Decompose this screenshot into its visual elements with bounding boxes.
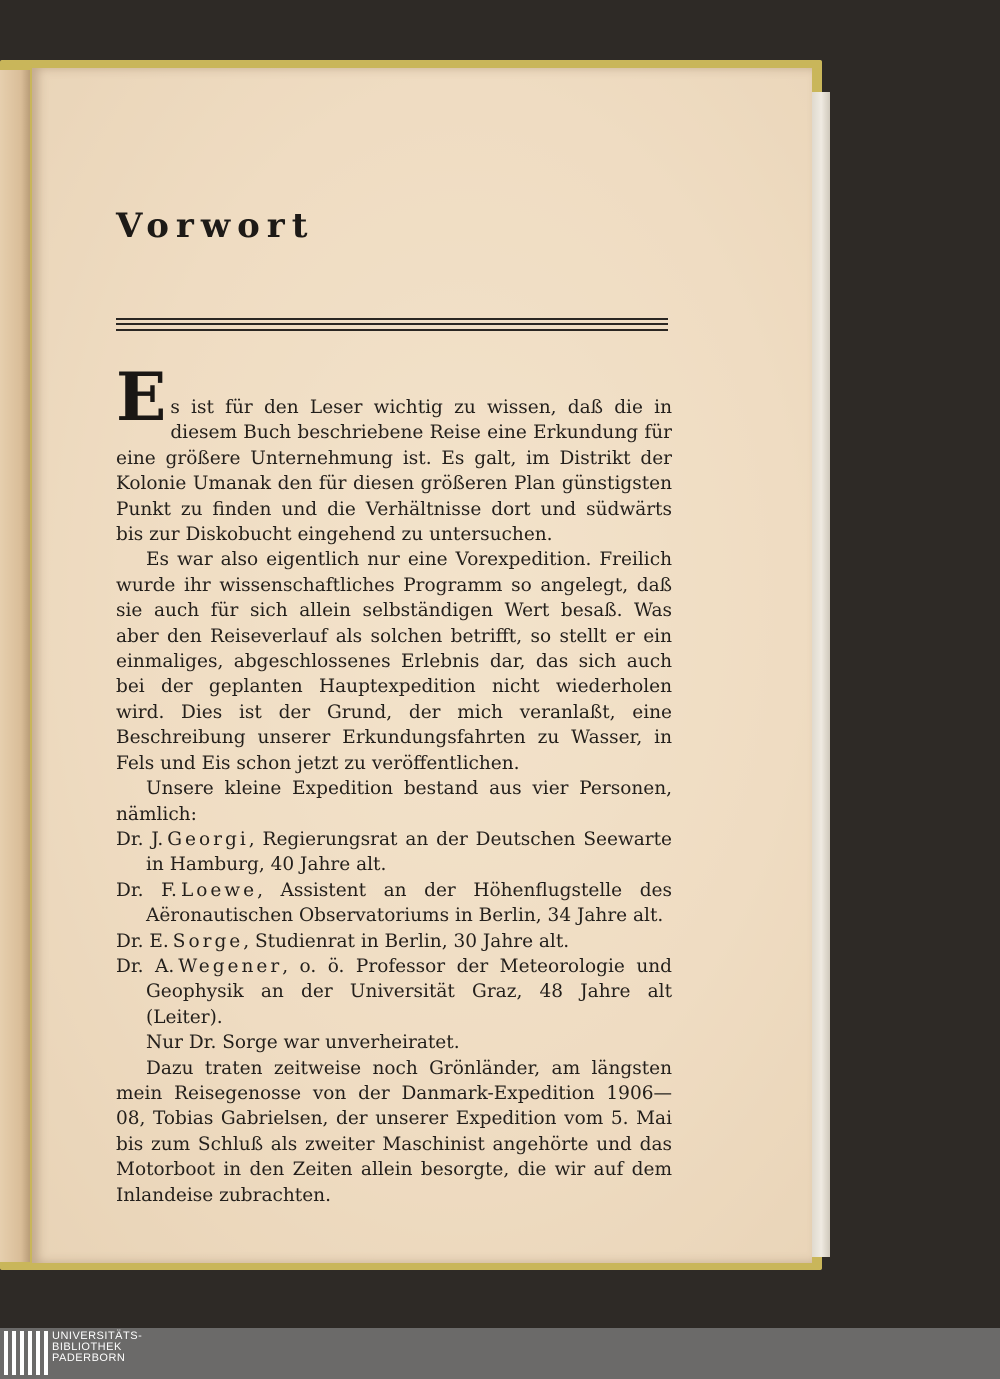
member-name: Wegener: [178, 955, 283, 977]
paragraph-2: Es war also eigentlich nur eine Vorexpedition. Freilich wurde ihr wissenschaftliches Programm so angelegt, daß sie auch für sich allein selbständigen Wert besaß. Was aber den Reiseverlauf als solchen betrifft, so stellt er ein einmaliges, abgeschlossenes Erlebnis dar, das sich auch bei der geplanten Hauptexpedition nicht wiederholen wird. Dies ist der Grund, der mich veranlaßt, eine Beschreibung unserer Erkundungsfahrten zu Wasser, in Fels und Eis schon jetzt zu veröffentlichen.: [116, 549, 672, 774]
library-name: UNIVERSITÄTS- BIBLIOTHEK PADERBORN: [52, 1330, 143, 1364]
library-footer: [0, 1328, 1000, 1379]
drop-cap: E: [116, 358, 167, 436]
title-rule: [116, 318, 668, 331]
library-logo-icon: [4, 1331, 48, 1375]
member-sorge: Dr. E. Sorge, Studienrat in Berlin, 30 Jahre alt.: [116, 930, 570, 952]
member-name: Georgi: [167, 828, 249, 850]
member-loewe: Dr. F. Loewe, Assistent an der Höhenflugstelle des Aëronautischen Observatoriums in Berlin, 34 Jahre alt.: [116, 879, 672, 927]
page-title: Vorwort: [116, 206, 315, 246]
body-text: [116, 358, 672, 1208]
member-name: Sorge: [172, 930, 244, 952]
paragraph-1-text: s ist für den Leser wichtig zu wissen, daß die in diesem Buch beschriebene Reise eine Erkundung für eine größere Unternehmung ist. Es galt, im Distrikt der Kolonie Umanak den für diesen größeren Plan günstigsten Punkt zu finden und die Verhältnisse dort und südwärts bis zur Diskobucht eingehend zu untersuchen.: [116, 397, 672, 546]
paragraph-3: Unsere kleine Expedition bestand aus vier Personen, nämlich:: [116, 778, 672, 825]
paragraph-1: [116, 358, 672, 547]
paragraph-5: Dazu traten zeitweise noch Grönländer, am längsten mein Reisegenosse von der Danmark-Expedition 1906—08, Tobias Gabrielsen, der unserer Expedition vom 5. Mai bis zum Schluß als zweiter Maschinist angehörte und das Motorboot in den Zeiten allein besorgte, die wir auf dem Inlandeise zubrachten.: [116, 1057, 672, 1206]
member-georgi: Dr. J. Georgi, Regierungsrat an der Deutschen Seewarte in Hamburg, 40 Jahre alt.: [116, 828, 672, 876]
member-name: Loewe: [180, 879, 258, 901]
paragraph-4: Nur Dr. Sorge war unverheiratet.: [146, 1032, 460, 1054]
left-page-edge: [0, 70, 30, 1262]
member-wegener: Dr. A. Wegener, o. ö. Professor der Meteorologie und Geophysik an der Universität Graz, 48 Jahre alt (Leiter).: [116, 955, 672, 1028]
